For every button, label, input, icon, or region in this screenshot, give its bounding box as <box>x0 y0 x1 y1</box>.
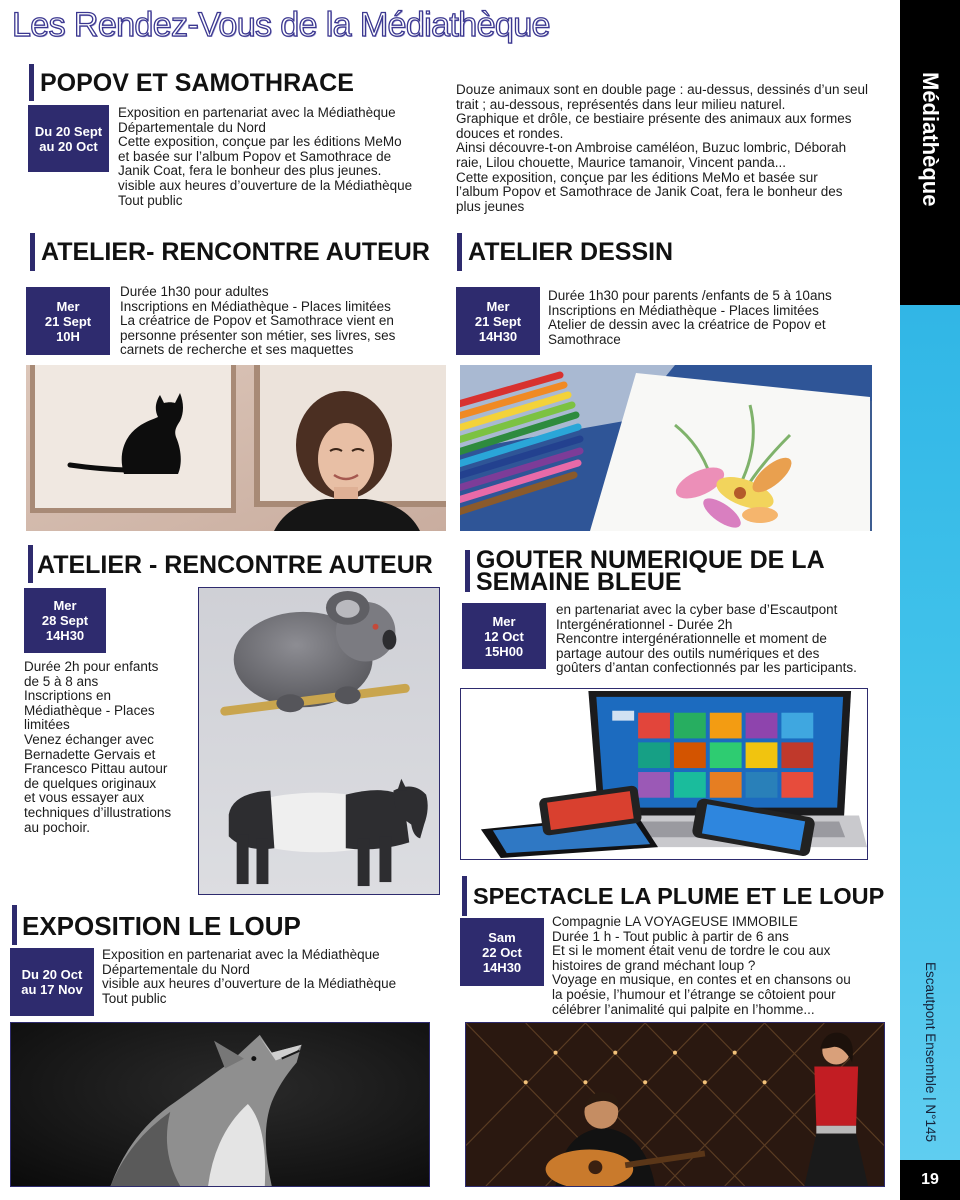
event-date-gouter-numerique: Mer 12 Oct 15H00 <box>462 603 546 669</box>
event-heading-gouter-numerique: GOUTER NUMERIQUE DE LA SEMAINE BLEUE <box>476 546 825 596</box>
event-heading-popov: POPOV ET SAMOTHRACE <box>40 69 354 97</box>
page-number-block <box>900 1160 960 1200</box>
heading-accent-bar <box>28 545 33 583</box>
heading-accent-bar <box>465 550 470 592</box>
heading-accent-bar <box>462 876 467 916</box>
heading-accent-bar <box>30 233 35 271</box>
heading-accent-bar <box>29 64 34 101</box>
event-date-atelier-enfants: Mer 28 Sept 14H30 <box>24 588 106 653</box>
page-number: 19 <box>921 1171 939 1188</box>
event-details-atelier-dessin: Durée 1h30 pour parents /enfants de 5 à 10ans Inscriptions en Médiathèque - Places limitées Atelier de dessin avec la créatrice de Popov et Samothrace <box>548 288 832 347</box>
event-heading-spectacle: SPECTACLE LA PLUME ET LE LOUP <box>473 883 885 909</box>
event-details-popov: Exposition en partenariat avec la Médiathèque Départementale du Nord Cette exposition, conçue par les éditions MeMo et basée sur l’album Popov et Samothrace de Janik Coat, fera le bonheur des plus jeunes. visible aux heures d’ouverture de la Médiathèque Tout public <box>118 105 413 208</box>
photo-digital-devices <box>460 688 868 860</box>
event-date-atelier-adultes: Mer 21 Sept 10H <box>26 287 110 355</box>
event-date-popov: Du 20 Sept au 20 Oct <box>28 105 109 172</box>
event-details-atelier-adultes: Durée 1h30 pour adultes Inscriptions en Médiathèque - Places limitées La créatrice de Popov et Samothrace vient en personne présenter son métier, ses livres, ses carnets de recherche et ses maquettes <box>120 284 396 358</box>
page-title: Les Rendez-Vous de la Médiathèque <box>12 6 550 44</box>
sidebar-section-label: Médiathèque <box>918 72 943 207</box>
photo-stage-performance <box>465 1022 885 1187</box>
photo-drawing-workshop <box>460 365 872 531</box>
event-description-popov: Douze animaux sont en double page : au-dessus, dessinés d’un seul trait ; au-dessous, représentés dans leur milieu naturel. Graphique et drôle, ce bestiaire présente des animaux aux formes douces et rondes. Ainsi découvre-t-on Ambroise caméléon, Buzuc lombric, Déborah raie, Lilou chouette, Maurice tamanoir, Vincent panda... Cette exposition, conçue par les éditions MeMo et basée sur l’album Popov et Samothrace de Janik Coat, fera le bonheur des plus jeunes <box>456 82 869 214</box>
event-date-spectacle: Sam 22 Oct 14H30 <box>460 918 544 986</box>
event-details-exposition-loup: Exposition en partenariat avec la Médiathèque Départementale du Nord visible aux heures d’ouverture de la Médiathèque Tout public <box>102 947 397 1006</box>
event-date-exposition-loup: Du 20 Oct au 17 Nov <box>10 948 94 1016</box>
sidebar-publication: Escautpont Ensemble | N°145 <box>923 962 938 1143</box>
heading-accent-bar <box>457 233 462 271</box>
photo-author-portrait <box>26 365 446 531</box>
heading-accent-bar <box>12 905 17 945</box>
event-date-atelier-dessin: Mer 21 Sept 14H30 <box>456 287 540 355</box>
event-details-gouter-numerique: en partenariat avec la cyber base d’Escautpont Intergénérationnel - Durée 2h Rencontre intergénérationnelle et moment de partage autour des outils numériques et des goûters d’antan confectionnés par les participants. <box>556 602 857 676</box>
photo-stencil-illustrations <box>198 587 440 895</box>
photo-howling-wolf <box>10 1022 430 1187</box>
event-details-spectacle: Compagnie LA VOYAGEUSE IMMOBILE Durée 1 h - Tout public à partir de 6 ans Et si le moment était venu de tordre le cou aux histoires de grand méchant loup ? Voyage en musique, en contes et en chansons ou la poésie, l’humour et l’étrange se côtoient pour célébrer l’animalité qui palpite en l’homme... <box>552 914 851 1017</box>
event-details-atelier-enfants: Durée 2h pour enfants de 5 à 8 ans Inscriptions en Médiathèque - Places limitées Venez échanger avec Bernadette Gervais et Francesco Pittau autour de quelques originaux et vous essayer aux techniques d’illustrations au pochoir. <box>24 659 172 835</box>
event-heading-atelier-adultes: ATELIER- RENCONTRE AUTEUR <box>41 238 430 266</box>
event-heading-atelier-dessin: ATELIER DESSIN <box>468 238 674 266</box>
event-heading-atelier-enfants: ATELIER - RENCONTRE AUTEUR <box>37 551 433 579</box>
event-heading-exposition-loup: EXPOSITION LE LOUP <box>22 911 301 941</box>
